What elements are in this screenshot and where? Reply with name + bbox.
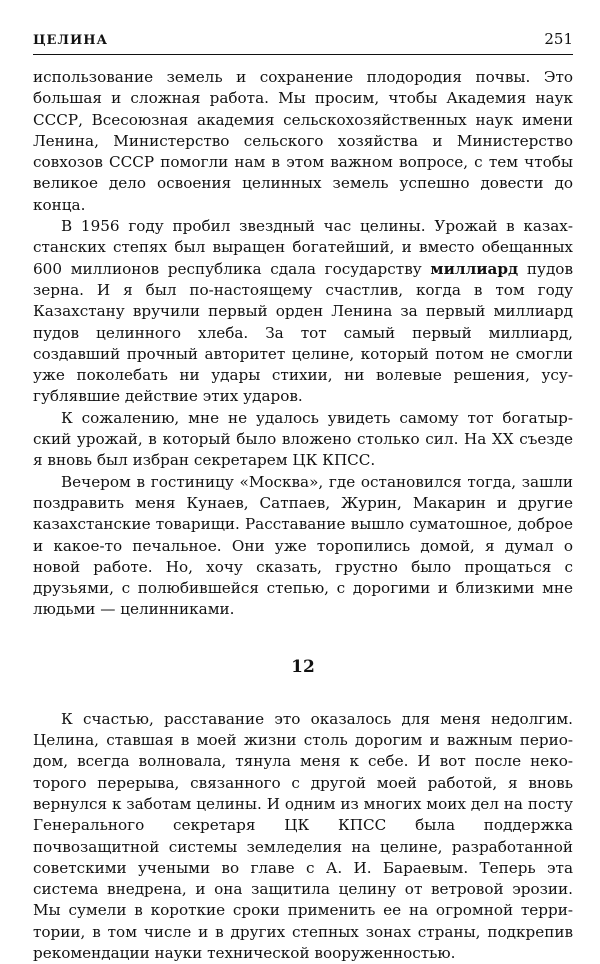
chapter-number: 12 <box>291 656 315 677</box>
paragraph: К счастью, расставание это оказалось для меня недолгим. Целина, ставшая в моей жизни столь дорогим и важным периодом, всегда волновала, тянула меня к себе. И вот после некоторого перерыва, связанного с другой моей работой, я вновь вернулся к заботам целины. И одним из многих моих дел на посту Генерального секретаря ЦК КПСС была поддержка почвозащитной системы земледелия на целине, разработанной советскими учеными во главе с А. И. Бараевым. Теперь эта система внедрена, и она защитила целину от ветровой эрозии. Мы сумели в короткие сроки применить ее на огромной территории, в том числе и в других степных зонах страны, подкрепив рекомендации науки технической вооруженностью. <box>33 709 573 962</box>
paragraph-text: В 1956 году пробил звездный час целины. Урожай в казахстанских степях был выращен богатейший, и вместо обещанных 600 миллионов республика сдала государству <box>33 217 573 278</box>
paragraph: Вечером в гостиницу «Москва», где остановился тогда, зашли поздравить меня Кунаев, Сатпаев, Журин, Макарин и другие казахстанские товарищи. Расставание вышло суматошное, доброе и какое-то печальное. Они уже торопились домой, я думал о новой работе. Но, хочу сказать, грустно было прощаться с друзьями, с полюбившейся степью, с дорогими и близкими мне людьми — целинниками. <box>33 472 573 619</box>
chapter-text <box>33 709 573 964</box>
paragraph: использование земель и сохранение плодородия почвы. Это большая и сложная работа. Мы просим, чтобы Академия наук СССР, Всесоюзная академия сельскохозяйственных наук имени Ленина, Министерство сельского хозяйства и Министерство совхозов СССР помогли нам в этом важном вопросе, с тем чтобы великое дело освоения целинных земель успешно довести до конца. <box>33 68 573 214</box>
running-title: ЦЕЛИНА <box>33 33 109 48</box>
page-number: 251 <box>544 30 573 48</box>
paragraph <box>33 216 573 408</box>
paragraph: К сожалению, мне не удалось увидеть самому тот богатырский урожай, в который было вложено столько сил. На XX съезде я вновь был избран секретарем ЦК КПСС. <box>33 408 573 470</box>
running-header <box>33 30 573 55</box>
section-text <box>33 67 573 621</box>
paragraph-text: пудов зерна. И я был по-настоящему счастлив, когда в том году Казахстану вручили первый орден Ленина за первый миллиард пудов целинного хлеба. За тот самый первый миллиард, создавший прочный авторитет целине, который потом не смогли уже поколебать ни удары стихии, ни волевые решения, усугублявшие действие этих ударов. <box>33 259 573 406</box>
emphasized-word: миллиард <box>430 259 519 278</box>
book-page <box>33 30 573 964</box>
